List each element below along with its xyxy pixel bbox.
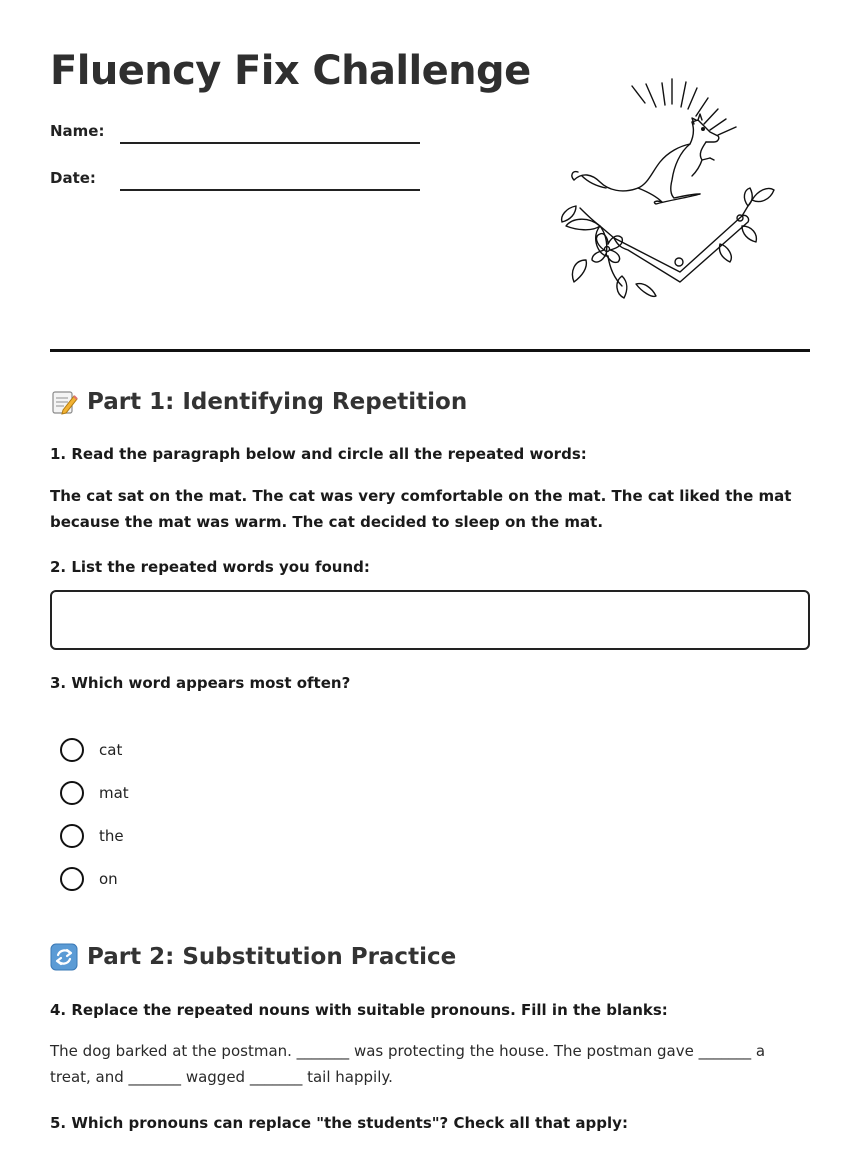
- option-on[interactable]: [60, 866, 118, 892]
- question-3: 3. Which word appears most often?: [50, 674, 351, 692]
- name-label: Name:: [50, 122, 105, 140]
- option-mat[interactable]: [60, 780, 129, 806]
- option-label: the: [99, 827, 124, 845]
- radio-button[interactable]: [60, 738, 84, 762]
- part1-heading: [50, 388, 467, 416]
- part2-heading-text: Part 2: Substitution Practice: [87, 944, 457, 970]
- option-cat[interactable]: [60, 737, 122, 763]
- pronoun-fill-passage: The dog barked at the postman. _______ was protecting the house. The postman gave _______ a treat, and _______ wagged _______ tail happily.: [50, 1042, 766, 1086]
- radio-button[interactable]: [60, 781, 84, 805]
- repetition-passage: The cat sat on the mat. The cat was very comfortable on the mat. The cat liked the mat because the mat was warm. The cat decided to sleep on the mat.: [50, 487, 792, 531]
- radio-button[interactable]: [60, 867, 84, 891]
- part2-heading: [50, 943, 456, 971]
- option-label: cat: [99, 741, 123, 759]
- name-field[interactable]: [50, 122, 430, 152]
- date-blank-line[interactable]: [120, 189, 420, 191]
- question-2: 2. List the repeated words you found:: [50, 558, 370, 576]
- question-4: 4. Replace the repeated nouns with suitable pronouns. Fill in the blanks:: [50, 1001, 668, 1019]
- date-field[interactable]: [50, 169, 430, 199]
- name-blank-line[interactable]: [120, 142, 420, 144]
- page-title: Fluency Fix Challenge: [50, 48, 531, 94]
- section-divider: [50, 349, 810, 352]
- part1-heading-text: Part 1: Identifying Repetition: [87, 389, 468, 415]
- question-5: 5. Which pronouns can replace "the students"? Check all that apply:: [50, 1114, 628, 1132]
- option-the[interactable]: [60, 823, 124, 849]
- option-label: on: [99, 870, 118, 888]
- option-label: mat: [99, 784, 129, 802]
- memo-icon: [50, 388, 78, 416]
- date-label: Date:: [50, 169, 96, 187]
- kangaroo-illustration: [552, 76, 782, 304]
- question-1: 1. Read the paragraph below and circle all the repeated words:: [50, 445, 587, 463]
- radio-button[interactable]: [60, 824, 84, 848]
- repeated-words-answer-box[interactable]: [50, 590, 810, 650]
- repeat-arrows-icon: [50, 943, 78, 971]
